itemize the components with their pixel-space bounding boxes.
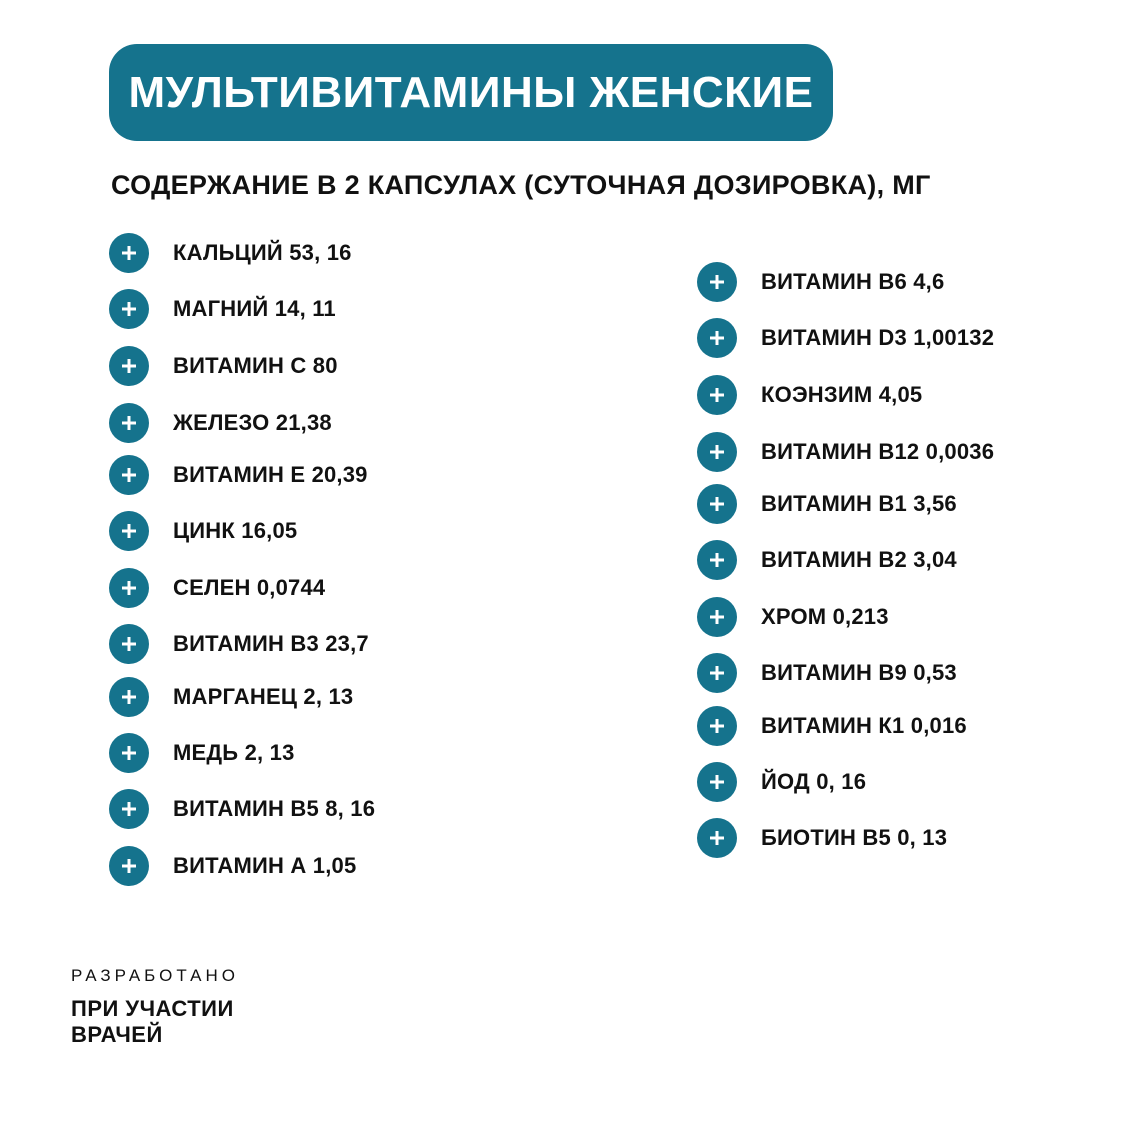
plus-icon — [109, 346, 149, 386]
title-banner — [109, 44, 833, 141]
plus-icon — [109, 455, 149, 495]
ingredient-label: МАРГАНЕЦ 2, 13 — [173, 684, 354, 709]
list-item — [697, 540, 957, 580]
plus-icon — [697, 653, 737, 693]
list-item — [109, 289, 336, 329]
plus-icon — [109, 289, 149, 329]
ingredient-label: ВИТАМИН D3 1,00132 — [761, 325, 995, 350]
list-item — [109, 455, 368, 495]
list-item — [697, 653, 957, 693]
ingredient-label: ВИТАМИН В9 0,53 — [761, 660, 957, 685]
plus-icon — [697, 375, 737, 415]
footer-line-2: ВРАЧЕЙ — [71, 1022, 163, 1047]
ingredient-label: ХРОМ 0,213 — [761, 604, 889, 629]
ingredient-label: ВИТАМИН В1 3,56 — [761, 491, 957, 516]
plus-icon — [109, 403, 149, 443]
plus-icon — [697, 262, 737, 302]
list-item — [109, 789, 375, 829]
plus-icon — [109, 677, 149, 717]
list-item — [697, 597, 889, 637]
plus-icon — [697, 597, 737, 637]
list-item — [109, 403, 332, 443]
ingredient-label: МАГНИЙ 14, 11 — [173, 296, 336, 321]
ingredient-label: ВИТАМИН В5 8, 16 — [173, 796, 376, 821]
list-item — [697, 262, 944, 302]
list-item — [697, 762, 866, 802]
page-title: МУЛЬТИВИТАМИНЫ ЖЕНСКИЕ — [128, 67, 814, 117]
ingredient-label: ЦИНК 16,05 — [173, 518, 298, 543]
ingredient-label: КАЛЬЦИЙ 53, 16 — [173, 240, 352, 265]
plus-icon — [109, 624, 149, 664]
list-item — [109, 846, 356, 886]
list-item — [697, 375, 922, 415]
plus-icon — [697, 318, 737, 358]
plus-icon — [109, 846, 149, 886]
plus-icon — [109, 568, 149, 608]
ingredient-label: МЕДЬ 2, 13 — [173, 740, 295, 765]
ingredient-label: ВИТАМИН К1 0,016 — [761, 713, 967, 738]
plus-icon — [109, 511, 149, 551]
plus-icon — [109, 733, 149, 773]
footer-line-1: ПРИ УЧАСТИИ — [71, 996, 234, 1021]
plus-icon — [109, 789, 149, 829]
ingredient-label: КОЭНЗИМ 4,05 — [761, 382, 923, 407]
ingredient-label: ЙОД 0, 16 — [761, 769, 867, 794]
plus-icon — [109, 233, 149, 273]
plus-icon — [697, 762, 737, 802]
list-item — [697, 818, 947, 858]
list-item — [697, 432, 994, 472]
ingredient-label: СЕЛЕН 0,0744 — [173, 575, 326, 600]
list-item — [109, 677, 353, 717]
footer-doctors-note — [71, 996, 234, 1048]
list-item — [697, 318, 994, 358]
list-item — [109, 511, 297, 551]
ingredient-label: БИОТИН В5 0, 13 — [761, 825, 948, 850]
list-item — [109, 568, 325, 608]
plus-icon — [697, 706, 737, 746]
list-item — [109, 733, 295, 773]
list-item — [697, 706, 967, 746]
page-subtitle: СОДЕРЖАНИЕ В 2 КАПСУЛАХ (СУТОЧНАЯ ДОЗИРОВКА), МГ — [111, 170, 931, 200]
plus-icon — [697, 484, 737, 524]
plus-icon — [697, 432, 737, 472]
list-item — [109, 346, 338, 386]
ingredient-label: ВИТАМИН А 1,05 — [173, 853, 357, 878]
plus-icon — [697, 818, 737, 858]
list-item — [109, 624, 369, 664]
list-item — [109, 233, 352, 273]
footer-developed-label: РАЗРАБОТАНО — [71, 966, 240, 985]
ingredient-label: ЖЕЛЕЗО 21,38 — [173, 410, 332, 435]
ingredient-label: ВИТАМИН В2 3,04 — [761, 547, 957, 572]
ingredient-label: ВИТАМИН Е 20,39 — [173, 462, 368, 487]
ingredient-label: ВИТАМИН С 80 — [173, 353, 338, 378]
ingredient-label: ВИТАМИН В12 0,0036 — [761, 439, 995, 464]
ingredient-label: ВИТАМИН В3 23,7 — [173, 631, 369, 656]
plus-icon — [697, 540, 737, 580]
list-item — [697, 484, 957, 524]
ingredient-label: ВИТАМИН В6 4,6 — [761, 269, 945, 294]
